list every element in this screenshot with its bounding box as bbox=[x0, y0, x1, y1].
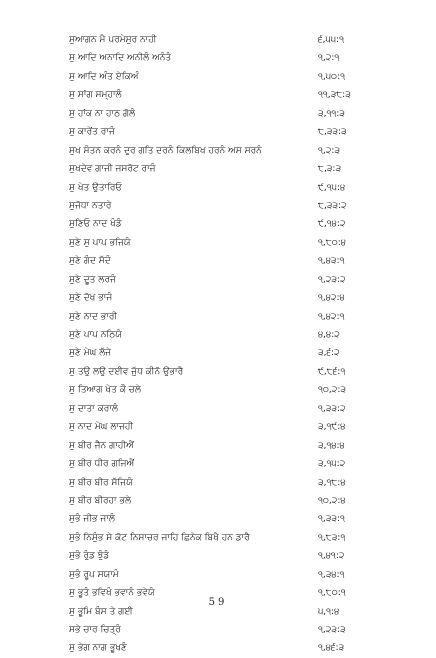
index-row bbox=[0, 123, 436, 141]
entry-text: ਸੁਣੇ ਸੁ ਪਾਪ ਭਜਿਯੰ bbox=[69, 237, 131, 248]
index-row bbox=[0, 215, 436, 233]
entry-reference: ੧,੪੩:੧ bbox=[318, 256, 345, 267]
entry-reference: ੧,੩੪:੧ bbox=[318, 569, 345, 580]
entry-text: ਸੁ ਨਾਦ ਮੇਘ ਲਾਜਹੀ bbox=[69, 422, 134, 433]
entry-reference: ੧,੮੦:੧ bbox=[318, 588, 346, 599]
entry-text: ਸੁ ਬੀਰ ਧੀਰ ਗਜਿਐਂ bbox=[69, 459, 135, 470]
index-row bbox=[0, 326, 436, 344]
entry-text: ਸੁਣੇ ਦੂਤ ਲਰਜੰ bbox=[69, 274, 116, 285]
index-row bbox=[0, 308, 436, 326]
entry-text: ਸੁਖ ਸੰਤਨ ਕਰਨੰ ਦੁਰ ਗਤਿ ਦਰਨੰ ਕਿਲਬਿਖ ਹਰਨੰ ਅਸ ਸਰਨੰ bbox=[69, 145, 262, 156]
index-row bbox=[0, 31, 436, 49]
index-row bbox=[0, 455, 436, 473]
index-row bbox=[0, 252, 436, 270]
entry-reference: ੯,੮੬:੧ bbox=[318, 366, 346, 377]
entry-reference: ੧,੨੩:੨ bbox=[318, 274, 346, 285]
index-row bbox=[0, 271, 436, 289]
index-row bbox=[0, 381, 436, 399]
index-row bbox=[0, 621, 436, 639]
entry-text: ਸੁਭੰ ਰੂਪ ਸਯਾਮੰ bbox=[69, 569, 119, 580]
index-row bbox=[0, 68, 436, 86]
entry-reference: ੮,੩:੩ bbox=[318, 164, 342, 175]
entry-reference: ੩,੧੧:੩ bbox=[318, 108, 345, 119]
entry-text: ਸੁਖਦੇਵ ਗਾਜੀ ਜਸਰੋਟ ਰਾਜੰ bbox=[69, 164, 156, 175]
index-list bbox=[0, 31, 436, 658]
index-row bbox=[0, 363, 436, 381]
entry-reference: ੧,੮੦:੪ bbox=[318, 237, 346, 248]
entry-reference: ੧੧,੩੮:੩ bbox=[318, 90, 351, 101]
entry-reference: ੩,੧੮:੪ bbox=[318, 477, 346, 488]
index-row bbox=[0, 547, 436, 565]
entry-reference: ੧,੨:੧ bbox=[318, 53, 340, 64]
index-row bbox=[0, 437, 436, 455]
entry-reference: ੯,੧੪:੨ bbox=[318, 219, 346, 230]
entry-reference: ੧,੫੦:੧ bbox=[318, 71, 346, 82]
index-row bbox=[0, 160, 436, 178]
entry-text: ਸੁ ਭੇਗ ਨਾਗ ਭੂਖਣੰ bbox=[69, 643, 127, 654]
index-row bbox=[0, 529, 436, 547]
index-row bbox=[0, 639, 436, 657]
index-row bbox=[0, 566, 436, 584]
entry-reference: ੧,੨:੩ bbox=[318, 145, 340, 156]
entry-reference: ੧,੪੨:੪ bbox=[318, 293, 345, 304]
index-row bbox=[0, 510, 436, 528]
entry-text: ਸੁ ਆਦਿ ਅੰਤ ਏਕਿਅੰ bbox=[69, 71, 139, 82]
index-row bbox=[0, 86, 436, 104]
entry-reference: ੧,੮੩:੧ bbox=[318, 532, 346, 543]
entry-text: ਸੁ ਭੂਮਿ ਬੰਸ ਤੇ ਗਈ bbox=[69, 606, 133, 617]
entry-text: ਸੁਣੇ ਨਾਦ ਭਾਰੀ bbox=[69, 311, 118, 322]
index-row bbox=[0, 142, 436, 160]
entry-text: ਸੁ ਤਿਆਗ ਖੇਤ ਕੌ ਚਲੇ bbox=[69, 385, 141, 396]
index-row bbox=[0, 400, 436, 418]
page-number: 59 bbox=[208, 597, 228, 608]
entry-text: ਸੁ ਹਾਂਕ ਨਾ ਹਾਠ ਗੋਲੰ bbox=[69, 108, 136, 119]
entry-reference: ੬,੫੫:੧ bbox=[318, 35, 344, 45]
index-row bbox=[0, 344, 436, 362]
entry-text: ਸੁਣੇ ਪਾਪ ਨਠਿਯੰ bbox=[69, 330, 122, 340]
entry-reference: ੧,੨੩:੩ bbox=[318, 625, 346, 635]
entry-reference: ੪,੪:੨ bbox=[318, 330, 340, 340]
entry-reference: ੩,੧੫:੨ bbox=[318, 459, 346, 470]
index-row bbox=[0, 289, 436, 307]
entry-text: ਸੁਜੋਧਾ ਨਤਾਰੇ bbox=[69, 200, 112, 211]
entry-text: ਸੁਆਗਨ ਮੈ ਪਰਮੇਸੁਰ ਨਾਹੀ bbox=[69, 35, 157, 45]
entry-reference: ੧,੩੩:੧ bbox=[318, 514, 345, 525]
entry-text: ਸੁ ਖੇਤ ਉਤਾਰਿਓ bbox=[69, 182, 122, 193]
entry-text: ਸੁਣੇ ਮੇਘ ਲੱਜੇ bbox=[69, 348, 112, 359]
index-row bbox=[0, 49, 436, 67]
entry-text: ਸੁ ਕਾਰੇਂਤ ਰਾਜੰ bbox=[69, 127, 115, 138]
entry-reference: ੩,੧੪:੪ bbox=[318, 440, 345, 451]
entry-reference: ੩,੬:੨ bbox=[318, 348, 340, 359]
entry-reference: ੧੦,੨:੪ bbox=[318, 495, 346, 506]
entry-text: ਸੁ ਬੀਰ ਜੈਨ ਗਾਹੀਐਂ bbox=[69, 440, 134, 451]
entry-text: ਸੁ ਤਉ ਲਉ ਦਈਵ ਜੁੱਧ ਕੀਨੋ ਉਭਾਰੈ bbox=[69, 366, 184, 377]
index-row bbox=[0, 474, 436, 492]
index-row bbox=[0, 179, 436, 197]
entry-reference: ੧੦,੨:੩ bbox=[318, 385, 347, 396]
entry-reference: ੧,੪੧:੨ bbox=[318, 551, 345, 562]
index-row bbox=[0, 418, 436, 436]
entry-text: ਸੁ ਦਾਤਾ ਕਰਾਲੰ bbox=[69, 403, 118, 414]
entry-text: ਸੁਣੇ ਦੋਖ ਭਾਜੰ bbox=[69, 293, 113, 304]
entry-text: ਸੁ ਬੀਰ ਬੀਰਹਾ ਭਲੇ bbox=[69, 495, 132, 506]
entry-text: ਸੁ ਸਾਂਗ ਸਮ੍ਹਾਲੰ bbox=[69, 90, 122, 101]
entry-text: ਸੁਣਿਓ ਨਾਦ ਖੰਡੰ bbox=[69, 219, 122, 230]
index-row bbox=[0, 234, 436, 252]
entry-reference: ੮,੩੩:੩ bbox=[318, 127, 347, 138]
entry-reference: ੧,੪੨:੧ bbox=[318, 311, 345, 322]
entry-reference: ੩,੧੯:੪ bbox=[318, 422, 346, 433]
entry-text: ਸੁ ਬੀਰ ਬੀਰ ਸੱਜਿਯੰ bbox=[69, 477, 133, 488]
entry-reference: ੧,੪੬:੩ bbox=[318, 643, 345, 654]
entry-text: ਸੁਭੰ ਰੁੰਡ ਝੁੰਡੰ bbox=[69, 551, 110, 562]
entry-reference: ੧,੩੩:੨ bbox=[318, 403, 346, 414]
entry-text: ਸੁਣੇ ਗੰਦ ਸੱਦੰ bbox=[69, 256, 111, 267]
entry-text: ਸੁਭੰ ਜੀਭ ਜਾਲੰ bbox=[69, 514, 115, 525]
entry-text: ਸੁਭੰ ਨਿਸੁੰਭ ਸੇ ਕੋਟ ਨਿਸਾਚਰ ਜਾਹਿ ਛਿਨੇਕ ਬਿਖੈ ਹਨ ਡਾਰੈ bbox=[69, 532, 250, 543]
entry-reference: ੮,੩੩:੨ bbox=[318, 200, 347, 211]
entry-reference: ੫,੧:੪ bbox=[318, 606, 340, 617]
index-row bbox=[0, 105, 436, 123]
entry-reference: ੯,੧੫:੪ bbox=[318, 182, 346, 193]
entry-text: ਸੁ ਭੂਤੰ ਭਵਿਖੰ ਭਵਾਨੰ ਭਵੇਯੰ bbox=[69, 588, 155, 599]
index-row bbox=[0, 492, 436, 510]
index-row bbox=[0, 197, 436, 215]
entry-text: ਸਭੇ ਚਾਰ ਚਿਤ੍ਰੰ bbox=[69, 625, 121, 635]
entry-text: ਸੁ ਆਦਿ ਅਨਾਦਿ ਅਨੀਲੰ ਅਨੰਤੰ bbox=[69, 53, 172, 64]
